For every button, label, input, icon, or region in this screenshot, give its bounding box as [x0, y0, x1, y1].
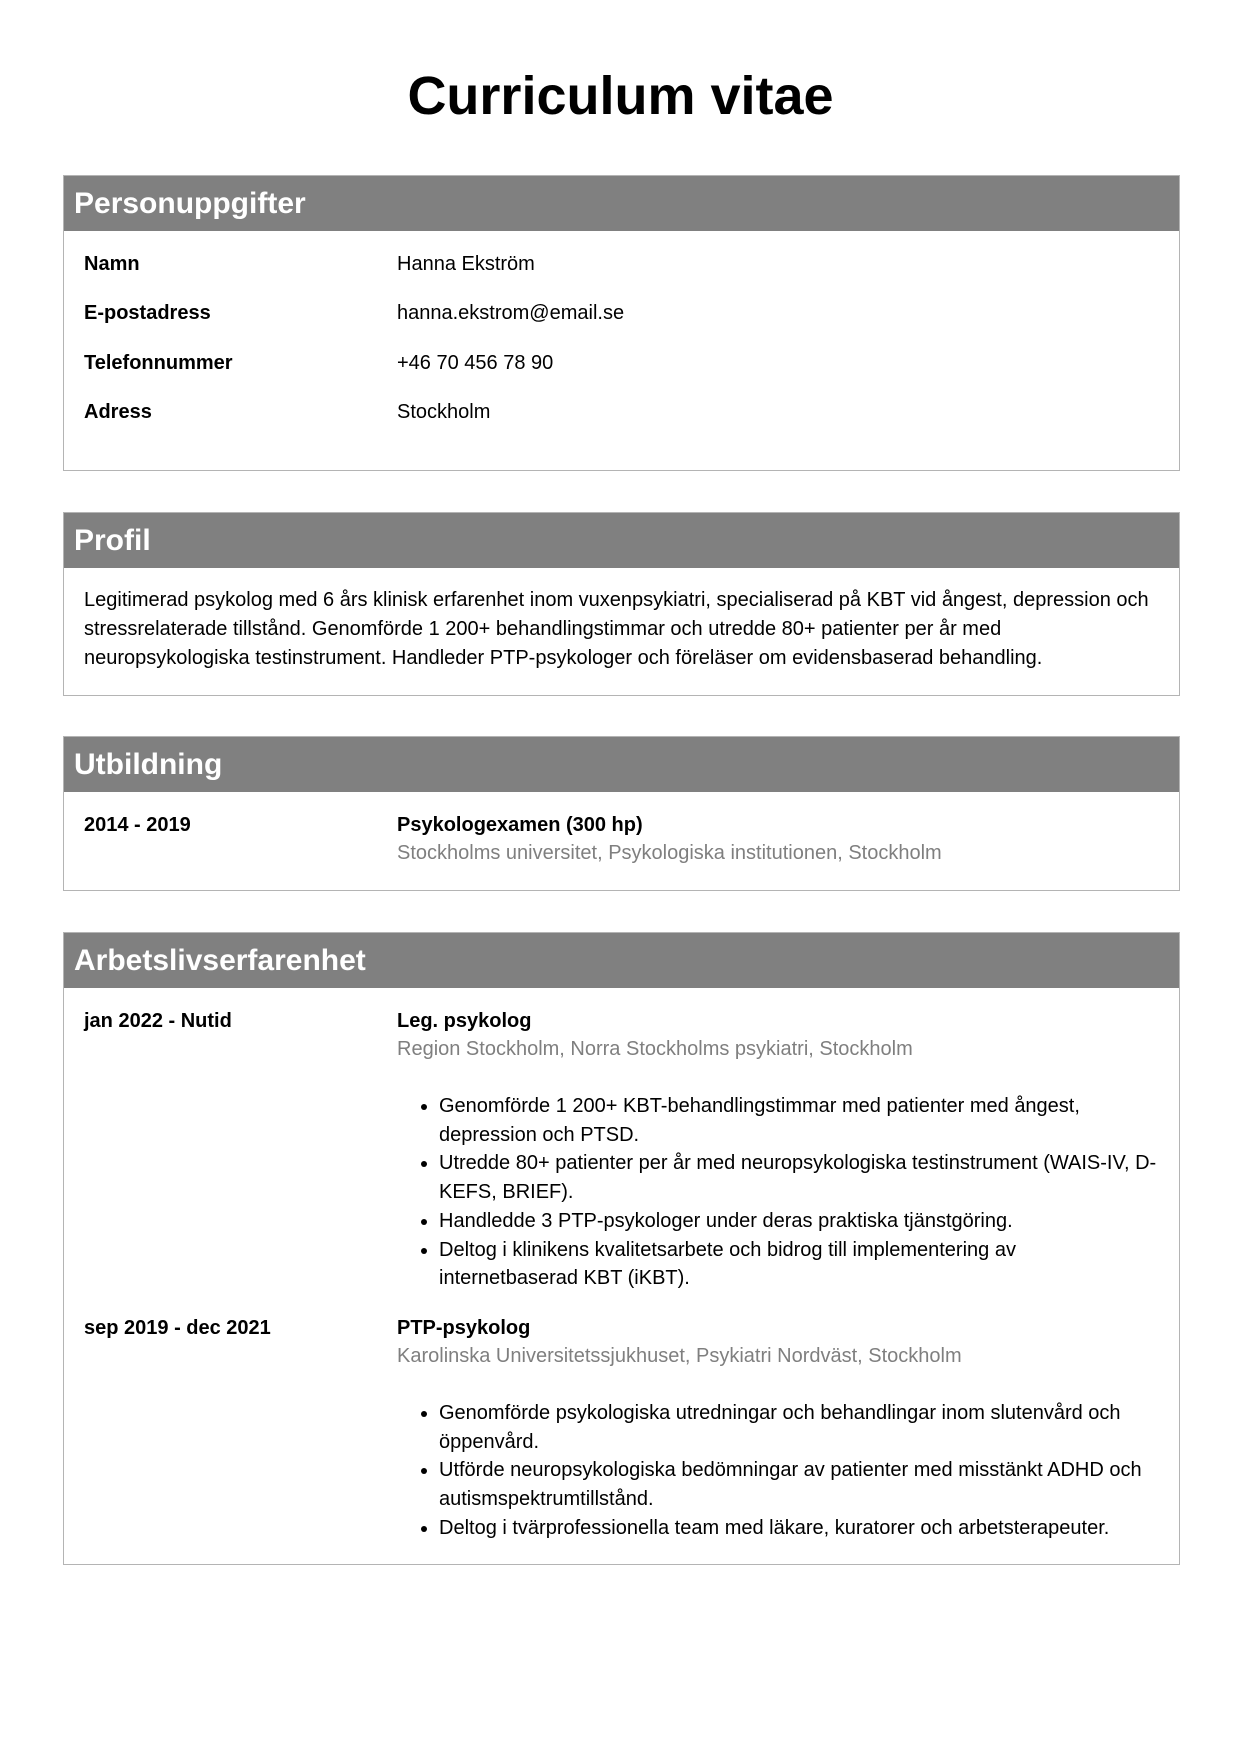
field-label: Telefonnummer — [84, 352, 233, 374]
field-label: Namn — [84, 253, 140, 275]
entry-date: jan 2022 - Nutid — [84, 1010, 232, 1032]
field-value: +46 70 456 78 90 — [397, 352, 554, 374]
field-label: Adress — [84, 401, 152, 423]
entry-body — [397, 1314, 1157, 1543]
profile-header: Profil — [64, 513, 1179, 568]
field-value: hanna.ekstrom@email.se — [397, 302, 625, 324]
field-value: Stockholm — [397, 401, 491, 423]
bullet-item: • Deltog i klinikens kvalitetsarbete och bidrog till implementering av internetbaserad KBT (iKBT). — [439, 1236, 1157, 1293]
entry-org: Region Stockholm, Norra Stockholms psykiatri, Stockholm — [397, 1038, 913, 1060]
entry-date: 2014 - 2019 — [84, 814, 191, 836]
entry-date: sep 2019 - dec 2021 — [84, 1317, 271, 1339]
entry-body — [397, 1007, 1157, 1293]
bullet-item: • Handledde 3 PTP-psykologer under deras praktiska tjänstgöring. — [439, 1207, 1157, 1236]
experience-section — [63, 932, 1180, 1565]
education-header: Utbildning — [64, 737, 1179, 792]
entry-title: Psykologexamen (300 hp) — [397, 814, 643, 836]
entry-org: Karolinska Universitetssjukhuset, Psykiatri Nordväst, Stockholm — [397, 1345, 962, 1367]
bullet-item: • Genomförde psykologiska utredningar och behandlingar inom slutenvård och öppenvård. — [439, 1399, 1157, 1456]
field-value: Hanna Ekström — [397, 253, 535, 275]
entry-body — [397, 811, 1157, 867]
entry-org: Stockholms universitet, Psykologiska institutionen, Stockholm — [397, 842, 942, 864]
education-section — [63, 736, 1180, 891]
bullet-item: • Utredde 80+ patienter per år med neuropsykologiska testinstrument (WAIS-IV, D-KEFS, BRIEF). — [439, 1149, 1157, 1206]
experience-header: Arbetslivserfarenhet — [64, 933, 1179, 988]
entry-title: Leg. psykolog — [397, 1010, 532, 1032]
field-label: E-postadress — [84, 302, 211, 324]
entry-title: PTP-psykolog — [397, 1317, 531, 1339]
bullet-item: • Deltog i tvärprofessionella team med läkare, kuratorer och arbetsterapeuter. — [439, 1514, 1157, 1543]
bullet-item: • Genomförde 1 200+ KBT-behandlingstimmar med patienter med ångest, depression och PTSD. — [439, 1092, 1157, 1149]
profile-text: Legitimerad psykolog med 6 års klinisk erfarenhet inom vuxenpsykiatri, specialiserad på KBT vid ångest, depression och stressrelaterade tillstånd. Genomförde 1 200+ behandlingstimmar och utredde 80+ patienter per år med neuropsykologiska testinstrument. Handleder PTP-psykologer och föreläser om evidensbaserad behandling. — [84, 589, 1149, 669]
bullet-item: • Utförde neuropsykologiska bedömningar av patienter med misstänkt ADHD och autismspektrumtillstånd. — [439, 1456, 1157, 1513]
entry-bullets — [397, 1092, 1157, 1293]
entry-bullets — [397, 1399, 1157, 1543]
personal-header: Personuppgifter — [64, 176, 1179, 231]
personal-section — [63, 175, 1180, 471]
page-title: Curriculum vitae — [407, 66, 834, 126]
profile-section — [63, 512, 1180, 696]
